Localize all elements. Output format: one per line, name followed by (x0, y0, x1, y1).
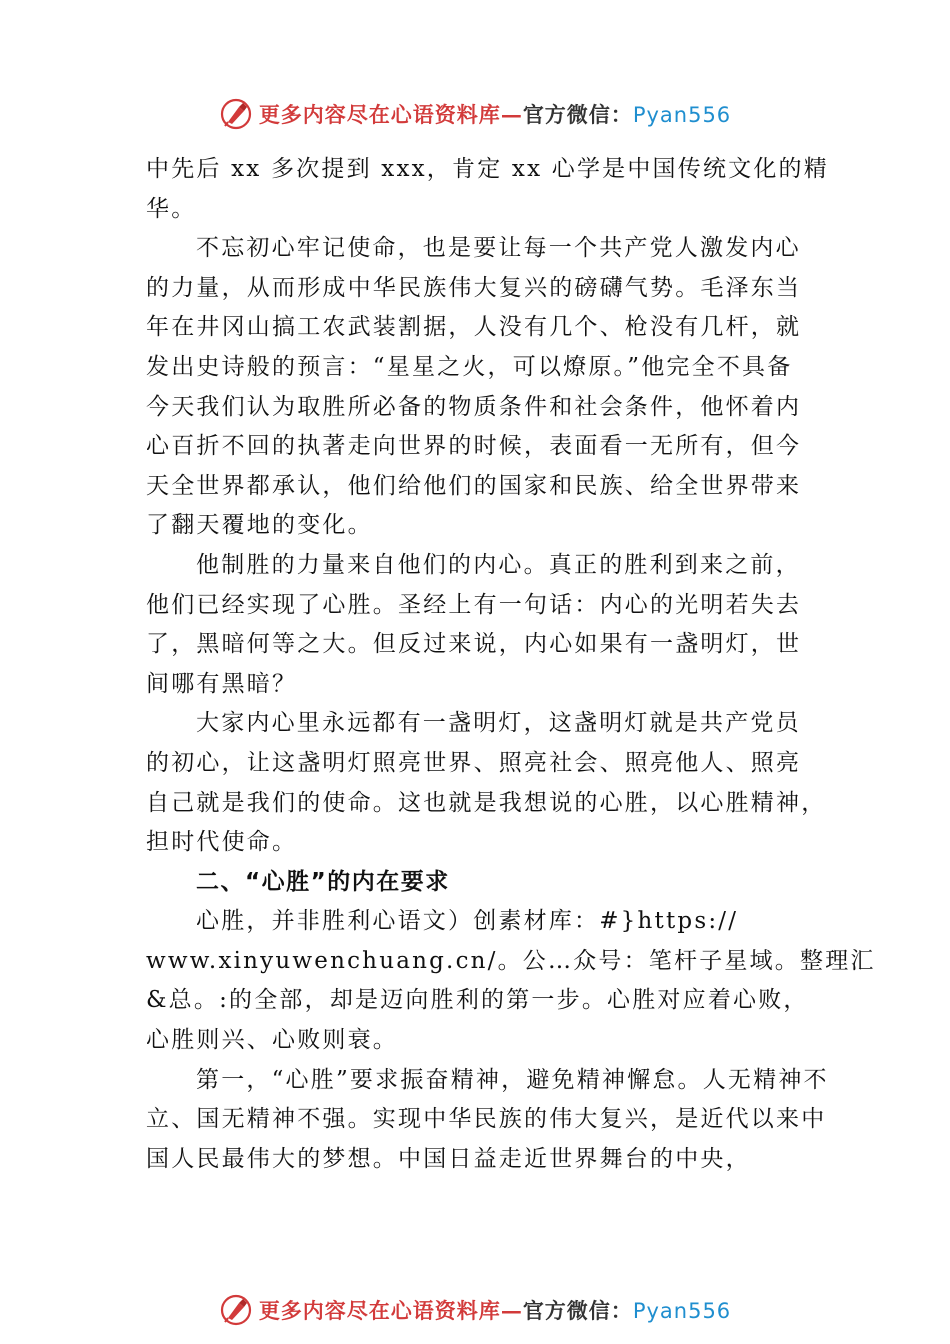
paragraph-2 (146, 229, 811, 546)
banner-main-text: 更多内容尽在心语资料库 (258, 1298, 501, 1323)
text-line: 中先后 xx 多次提到 xxx，肯定 xx 心学是中国传统文化的精 (146, 156, 829, 182)
text-line: 华。 (146, 195, 197, 222)
text-line: 国人民最伟大的梦想。中国日益走近世界舞台的中央， (146, 1145, 751, 1172)
text-line: 他制胜的力量来自他们的内心。真正的胜利到来之前， (196, 551, 801, 578)
text-line: 的初心，让这盏明灯照亮世界、照亮社会、照亮他人、照亮 (146, 749, 802, 776)
paragraph-6 (146, 1061, 829, 1180)
text-line: 发出史诗般的预言：“星星之火，可以燎原。”他完全不具备 (146, 353, 793, 380)
paragraph-5 (146, 902, 876, 1060)
text-line: 心胜，并非胜利心语文）创素材库：#}https:// (196, 908, 739, 935)
pen-nib-logo-icon (219, 1293, 253, 1327)
banner-main-text: 更多内容尽在心语资料库 (258, 102, 501, 127)
pen-nib-logo-icon (219, 97, 253, 131)
banner-dash: — (500, 102, 523, 127)
text-line: 心百折不回的执著走向世界的时候，表面看一无所有，但今 (146, 433, 802, 460)
banner-official-text: 官方微信： (522, 102, 633, 127)
banner-text (259, 99, 731, 129)
document-body (146, 150, 876, 1179)
text-line: &总。:的全部，却是迈向胜利的第一步。心胜对应着心败， (146, 987, 809, 1014)
text-line: 了翻天覆地的变化。 (146, 512, 373, 539)
text-line: 自己就是我们的使命。这也就是我想说的心胜，以心胜精神， (146, 789, 827, 816)
text-line: 今天我们认为取胜所必备的物质条件和社会条件，他怀着内 (146, 393, 802, 420)
footer-watermark-banner (0, 1290, 950, 1330)
paragraph-1 (146, 150, 829, 229)
text-line: 间哪有黑暗？ (146, 670, 298, 697)
banner-wechat-id: Pyan556 (632, 1299, 732, 1323)
banner-official-text: 官方微信： (522, 1298, 633, 1323)
text-line: 心胜则兴、心败则衰。 (146, 1027, 398, 1054)
text-line: 年在井冈山搞工农武装割据，人没有几个、枪没有几杆，就 (146, 314, 802, 341)
paragraph-3 (146, 546, 811, 704)
text-line: 天全世界都承认，他们给他们的国家和民族、给全世界带来 (146, 472, 802, 499)
section-heading: 二、“心胜”的内在要求 (196, 868, 450, 895)
text-line: 他们已经实现了心胜。圣经上有一句话：内心的光明若失去 (146, 591, 802, 618)
banner-text (259, 1295, 731, 1325)
text-line: 担时代使命。 (146, 829, 298, 856)
paragraph-4 (146, 704, 827, 862)
banner-wechat-id: Pyan556 (632, 103, 732, 127)
text-line: 了，黑暗何等之大。但反过来说，内心如果有一盏明灯，世 (146, 631, 802, 658)
text-line: 不忘初心牢记使命，也是要让每一个共产党人激发内心 (196, 235, 801, 262)
text-line: 大家内心里永远都有一盏明灯，这盏明灯就是共产党员 (196, 710, 801, 737)
text-line: 立、国无精神不强。实现中华民族的伟大复兴，是近代以来中 (146, 1106, 827, 1133)
text-line: 第一，“心胜”要求振奋精神，避免精神懈怠。人无精神不 (196, 1066, 829, 1093)
text-line: www.xinyuwenchuang.cn/。公…众号：笔杆子星域。整理汇 (146, 947, 876, 974)
text-line: 的力量，从而形成中华民族伟大复兴的磅礴气势。毛泽东当 (146, 274, 802, 301)
header-watermark-banner (0, 94, 950, 134)
banner-dash: — (500, 1298, 523, 1323)
